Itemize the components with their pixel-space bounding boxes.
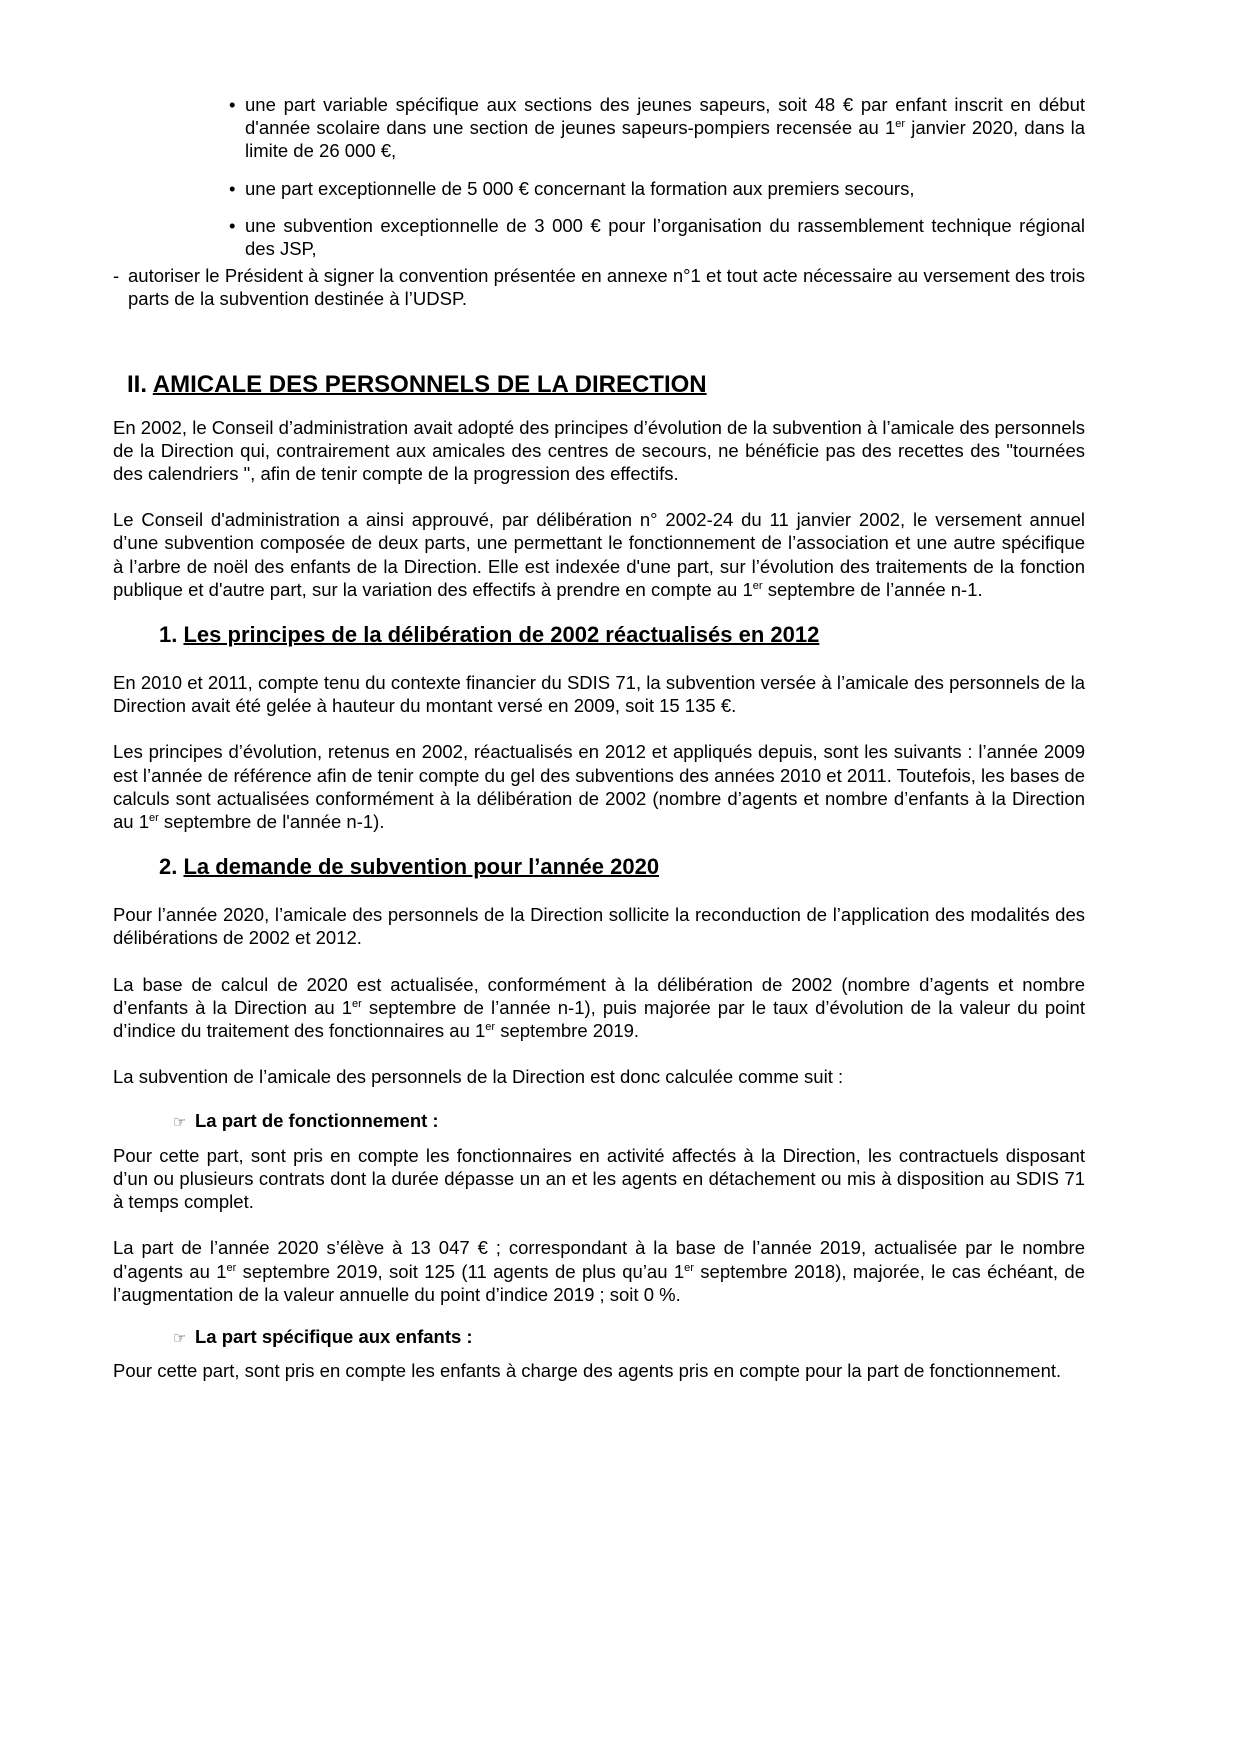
paragraph: Pour cette part, sont pris en compte les enfants à charge des agents pris en compte pour la part de fonctionnement. [113, 1360, 1062, 1382]
paragraph-text: septembre de l’année n-1. [762, 578, 983, 600]
part-heading [173, 1109, 1085, 1134]
paragraph-text: Les principes d’évolution, retenus en 2002, réactualisés en 2012 et appliqués depuis, sont les suivants : l’année 2009 est l’année de référence afin de tenir compte du gel des subventions des années 2010 et 2011. Toutefois, les bases de calculs sont actualisées conformément à la délibération de 2002 (nombre d’agents et nombre d’enfants à la Direction au 1 [113, 741, 1085, 833]
paragraph: En 2010 et 2011, compte tenu du contexte financier du SDIS 71, la subvention versée à l’amicale des personnels de la Direction avait été gelée à hauteur du montant versé en 2009, soit 15 135 €. [113, 672, 1085, 717]
superscript: er [485, 1021, 496, 1034]
bullet-icon: • [229, 94, 236, 115]
bullet-text: une part variable spécifique aux sections des jeunes sapeurs, soit 48 € par enfant inscrit en début d'année scolaire dans une section de jeunes sapeurs-pompiers recensée au 1 [245, 94, 1085, 139]
bullet-icon: • [229, 214, 236, 236]
pointing-hand-icon: ☞ [173, 1114, 187, 1132]
paragraph-text: septembre 2018), majorée, le cas échéant, de l’augmentation de la valeur annuelle du point d’indice 2019 ; soit 0 %. [113, 1260, 1085, 1305]
dash-item [113, 264, 1085, 310]
paragraph: Pour l’année 2020, l’amicale des personnels de la Direction sollicite la reconduction de l’application des modalités des délibérations de 2002 et 2012. [113, 904, 1085, 949]
paragraph [113, 740, 1085, 833]
dash-icon: - [113, 265, 120, 287]
section-title: AMICALE DES PERSONNELS DE LA DIRECTION [152, 370, 707, 398]
bullet-item [229, 214, 1085, 260]
document-content [113, 93, 1085, 1382]
subsection-number: 2. [159, 854, 178, 880]
paragraph: En 2002, le Conseil d’administration avait adopté des principes d’évolution de la subvention à l’amicale des personnels de la Direction qui, contrairement aux amicales des centres de secours, ne bénéficie pas des recettes des "tournées des calendriers ", afin de tenir compte de la progression des effectifs. [113, 416, 1085, 485]
paragraph [113, 973, 1085, 1043]
paragraph-text: septembre 2019. [495, 1020, 640, 1042]
part-heading [173, 1325, 1085, 1350]
section-number: II. [127, 370, 148, 398]
subsection-title: Les principes de la délibération de 2002 réactualisés en 2012 [183, 622, 820, 648]
bullet-item [229, 177, 1085, 200]
paragraph-text: Le Conseil d'administration a ainsi approuvé, par délibération n° 2002-24 du 11 janvier 2002, le versement annuel d’une subvention composée de deux parts, une permettant le fonctionnement de l’association et une autre spécifique à l’arbre de noël des enfants de la Direction. Elle est indexée d'une part, sur l’évolution des traitements de la fonction publique et d'autre part, sur la variation des effectifs à prendre en compte au 1 [113, 509, 1085, 600]
paragraph-text: La base de calcul de 2020 est actualisée, conformément à la délibération de 2002 (nombre d’agents et nombre d’enfants à la Direction au 1 [113, 973, 1085, 1018]
superscript: er [149, 812, 159, 825]
subsection-number: 1. [159, 622, 178, 648]
paragraph-text: La part de l’année 2020 s’élève à 13 047 € ; correspondant à la base de l’année 2019, actualisée par le nombre d’agents au 1 [113, 1237, 1085, 1282]
superscript: er [895, 118, 906, 131]
bullet-text-end: janvier 2020, dans la limite de 26 000 €, [245, 117, 1086, 162]
superscript: er [684, 1261, 694, 1274]
bullet-text: une subvention exceptionnelle de 3 000 € pour l’organisation du rassemblement technique régional des JSP, [245, 214, 1085, 260]
subsection-title: La demande de subvention pour l’année 2020 [183, 854, 660, 880]
superscript: er [226, 1261, 237, 1274]
paragraph [113, 508, 1085, 601]
dash-text: autoriser le Président à signer la convention présentée en annexe n°1 et tout acte nécessaire au versement des trois parts de la subvention destinée à l’UDSP. [128, 265, 1085, 310]
paragraph: La subvention de l’amicale des personnels de la Direction est donc calculée comme suit : [113, 1066, 844, 1088]
superscript: er [352, 997, 362, 1010]
bullet-item [229, 93, 1085, 163]
paragraph-text: septembre de l'année n-1). [158, 811, 385, 833]
subsection-heading [159, 621, 1085, 649]
paragraph [113, 1236, 1085, 1306]
bullet-list [229, 93, 1085, 260]
bullet-icon: • [229, 177, 236, 199]
paragraph-text: septembre de l’année n-1), puis majorée par le taux d’évolution de la valeur du point d’indice du traitement des fonctionnaires au 1 [113, 996, 1085, 1042]
superscript: er [752, 579, 763, 592]
subsection-heading [159, 853, 1085, 881]
pointing-hand-icon: ☞ [173, 1329, 187, 1347]
bullet-text: une part exceptionnelle de 5 000 € concernant la formation aux premiers secours, [245, 177, 915, 199]
paragraph: Pour cette part, sont pris en compte les fonctionnaires en activité affectés à la Direction, les contractuels disposant d’un ou plusieurs contrats dont la durée dépasse un an et les agents en détachement ou mis à disposition au SDIS 71 à temps complet. [113, 1144, 1085, 1213]
part-title: La part spécifique aux enfants : [195, 1325, 473, 1347]
paragraph-text: septembre 2019, soit 125 (11 agents de plus qu’au 1 [236, 1260, 685, 1282]
part-title: La part de fonctionnement : [195, 1110, 439, 1132]
section-heading [127, 370, 1085, 400]
